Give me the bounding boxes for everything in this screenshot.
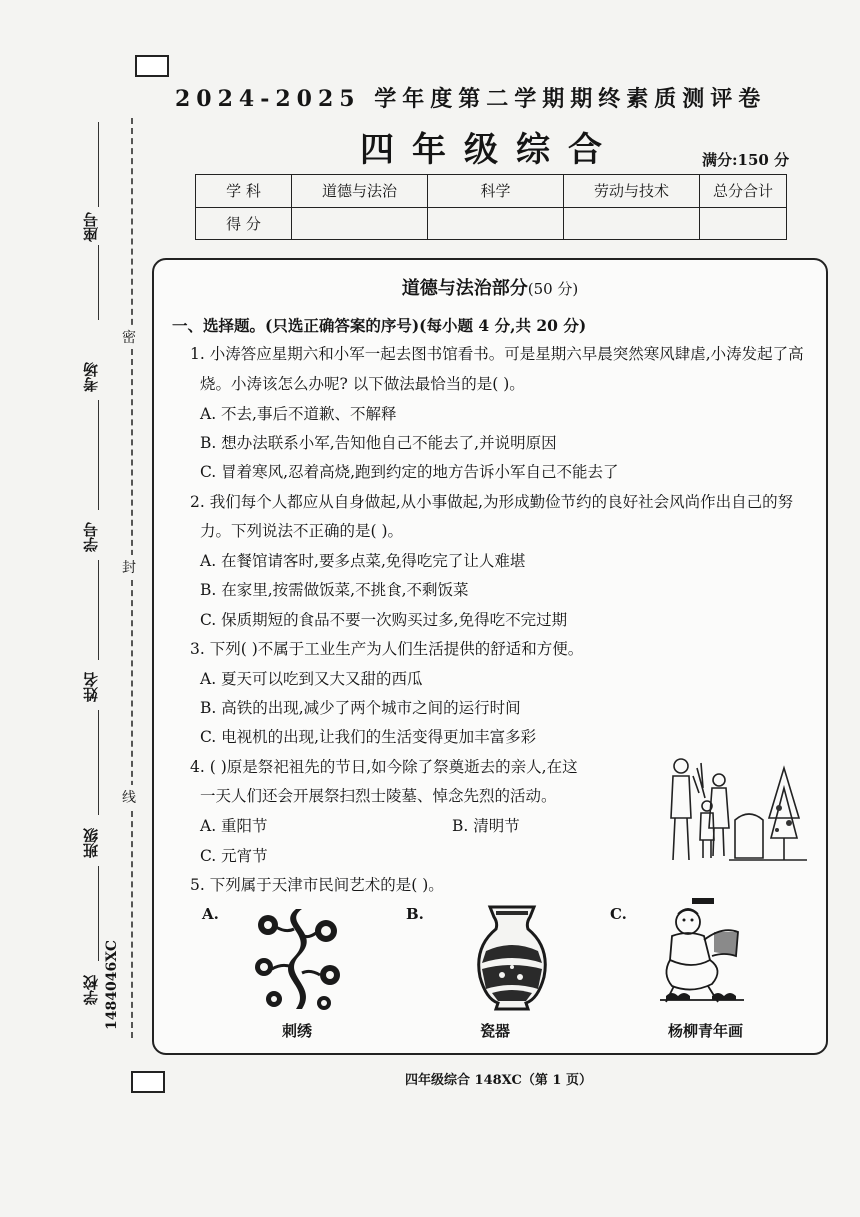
exam-room-label: 考场 <box>82 362 100 392</box>
yangliuqing-label: 杨柳青年画 <box>668 1022 744 1040</box>
question-panel <box>152 258 828 1055</box>
score-input-cell[interactable] <box>700 207 787 240</box>
q4-stem-line1: 4. ( )原是祭祀祖先的节日,如今除了祭奠逝去的亲人,在这 <box>190 758 578 776</box>
q1-option-a[interactable]: A. 不去,事后不道歉、不解释 <box>200 405 397 423</box>
q3-stem: 3. 下列( )不属于工业生产为人们生活提供的舒适和方便。 <box>190 640 584 658</box>
porcelain-label: 瓷器 <box>480 1022 511 1040</box>
score-table-cell: 学 科 <box>196 175 292 208</box>
q5-option-a-letter[interactable]: A. <box>202 905 219 923</box>
seal-char-xian: 线 <box>122 785 136 809</box>
seat-line-lower[interactable] <box>98 245 99 320</box>
tomb-sweeping-illustration <box>659 748 809 868</box>
score-row-label: 得 分 <box>196 207 292 240</box>
name-label: 姓名 <box>82 672 100 702</box>
q2-option-a[interactable]: A. 在餐馆请客时,要多点菜,免得吃完了让人难堪 <box>200 552 526 570</box>
exam-room-line[interactable] <box>98 400 99 510</box>
student-no-line[interactable] <box>98 560 99 660</box>
grade-title: 四年级综合 <box>360 130 620 170</box>
score-table-cell: 总分合计 <box>700 175 787 208</box>
q2-stem-line2: 力。下列说法不正确的是( )。 <box>200 522 404 540</box>
section-points: (50 分) <box>527 280 579 298</box>
section-title <box>154 274 826 300</box>
q2-option-b[interactable]: B. 在家里,按需做饭菜,不挑食,不剩饭菜 <box>200 581 469 599</box>
score-table-cell: 科学 <box>428 175 564 208</box>
score-table <box>195 174 787 240</box>
q5-option-c-letter[interactable]: C. <box>610 905 627 923</box>
corner-marker-bottom <box>131 1071 165 1093</box>
name-line[interactable] <box>98 710 99 815</box>
q2-option-c[interactable]: C. 保质期短的食品不要一次购买过多,免得吃不完过期 <box>200 611 568 629</box>
score-table-header-row <box>196 175 787 208</box>
score-table-cell: 劳动与技术 <box>564 175 700 208</box>
q1-option-b[interactable]: B. 想办法联系小军,告知他自己不能去了,并说明原因 <box>200 434 557 452</box>
seal-char-mi: 密 <box>122 325 136 349</box>
q5-stem: 5. 下列属于天津市民间艺术的是( )。 <box>190 876 444 894</box>
full-score: 满分:150 分 <box>702 151 790 169</box>
q1-option-c[interactable]: C. 冒着寒风,忍着高烧,跑到约定的地方告诉小军自己不能去了 <box>200 463 619 481</box>
part-instructions: 一、选择题。(只选正确答案的序号)(每小题 4 分,共 20 分) <box>172 316 587 335</box>
q1-stem-line2: 烧。小涛该怎么办呢? 以下做法最恰当的是( )。 <box>200 375 525 393</box>
class-line[interactable] <box>98 866 99 961</box>
page-footer: 四年级综合 148XC（第 1 页） <box>405 1073 592 1088</box>
q4-option-a[interactable]: A. 重阳节 <box>200 817 268 835</box>
section-title-text: 道德与法治部分 <box>401 278 528 299</box>
seat-label: 座号 <box>82 212 100 242</box>
q1-stem-line1: 1. 小涛答应星期六和小军一起去图书馆看书。可是星期六早晨突然寒风肆虐,小涛发起了高 <box>190 345 804 363</box>
q4-option-b[interactable]: B. 清明节 <box>452 817 520 835</box>
seat-line[interactable] <box>98 122 99 207</box>
seal-char-feng: 封 <box>122 555 136 579</box>
q2-stem-line1: 2. 我们每个人都应从自身做起,从小事做起,为形成勤俭节约的良好社会风尚作出自己的努 <box>190 493 794 511</box>
embroidery-label: 刺绣 <box>282 1022 313 1040</box>
q4-option-c[interactable]: C. 元宵节 <box>200 847 268 865</box>
q3-option-a[interactable]: A. 夏天可以吃到又大又甜的西瓜 <box>200 670 423 688</box>
exam-title: 2024-2025 学年度第二学期期终素质测评卷 <box>175 86 767 112</box>
score-input-cell[interactable] <box>428 207 564 240</box>
score-input-cell[interactable] <box>292 207 428 240</box>
q5-option-b-letter[interactable]: B. <box>406 905 424 923</box>
corner-marker-top <box>135 55 169 77</box>
porcelain-vase-image[interactable] <box>472 903 552 1013</box>
class-label: 班级 <box>82 828 100 858</box>
paper-code: 1484046XC <box>104 940 120 1030</box>
school-label: 学校 <box>82 975 100 1005</box>
yangliuqing-painting-image[interactable] <box>652 896 752 1008</box>
embroidery-image[interactable] <box>246 905 348 1013</box>
score-input-cell[interactable] <box>564 207 700 240</box>
score-table-score-row <box>196 207 787 240</box>
q3-option-b[interactable]: B. 高铁的出现,减少了两个城市之间的运行时间 <box>200 699 521 717</box>
student-no-label: 学号 <box>82 522 100 552</box>
q4-stem-line2: 一天人们还会开展祭扫烈士陵墓、悼念先烈的活动。 <box>200 787 557 805</box>
q3-option-c[interactable]: C. 电视机的出现,让我们的生活变得更加丰富多彩 <box>200 728 537 746</box>
score-table-cell: 道德与法治 <box>292 175 428 208</box>
